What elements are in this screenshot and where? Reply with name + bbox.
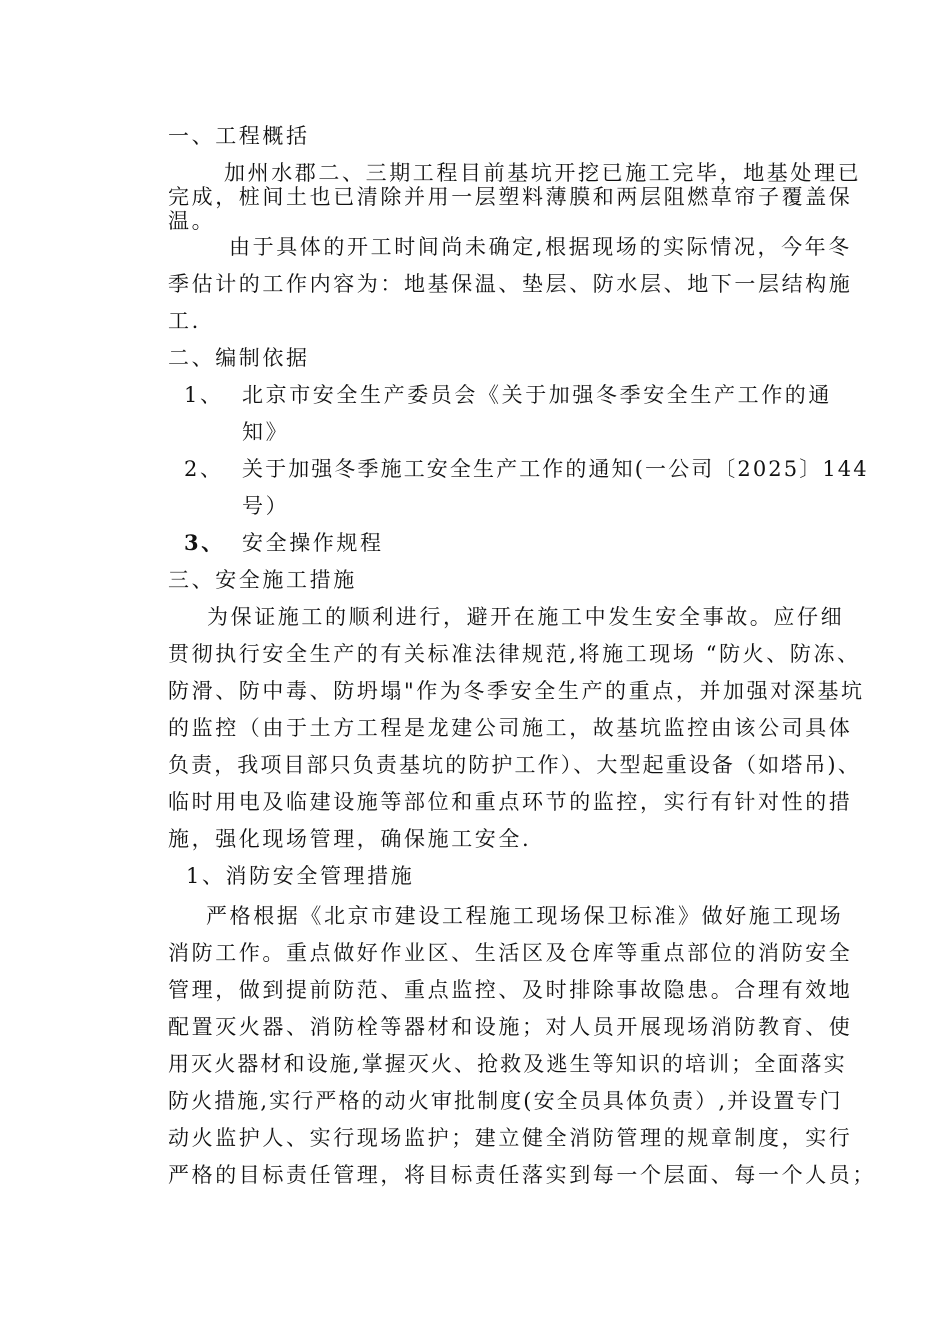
paragraph-line: 的监控（由于土方工程是龙建公司施工，故基坑监控由该公司具体 (168, 716, 853, 740)
subsection-heading: 1、消防安全管理措施 (186, 864, 415, 888)
paragraph-line: 严格的目标责任管理，将目标责任落实到每一个层面、每一个人员； (168, 1163, 876, 1187)
paragraph-line: 防滑、防中毒、防坍塌"作为冬季安全生产的重点，并加强对深基坑 (168, 679, 865, 703)
list-item-text: 关于加强冬季施工安全生产工作的通知(一公司〔2025〕144 (242, 457, 869, 481)
paragraph-line: 贯彻执行安全生产的有关标准法律规范,将施工现场 “防火、防冻、 (168, 642, 861, 666)
paragraph-line: 配置灭火器、消防栓等器材和设施；对人员开展现场消防教育、使 (168, 1015, 853, 1039)
list-item-text: 安全操作规程 (242, 531, 384, 555)
list-item-text: 北京市安全生产委员会《关于加强冬季安全生产工作的通 (242, 383, 832, 407)
paragraph-line: 完成，桩间土也已清除并用一层塑料薄膜和两层阻燃草帘子覆盖保 (168, 185, 853, 209)
paragraph-line: 由于具体的开工时间尚未确定,根据现场的实际情况，今年冬 (229, 235, 852, 259)
list-item-number: 1、 (184, 383, 224, 407)
paragraph-line: 临时用电及临建设施等部位和重点环节的监控，实行有针对性的措 (168, 790, 853, 814)
section-3-heading: 三、安全施工措施 (168, 568, 357, 592)
list-item-text: 知》 (242, 420, 290, 444)
list-item-text: 号） (242, 494, 290, 518)
paragraph-line: 工. (168, 309, 201, 333)
section-1-heading: 一、工程概括 (168, 124, 310, 148)
paragraph-line: 防火措施,实行严格的动火审批制度(安全员具体负责）,并设置专门 (168, 1089, 843, 1113)
paragraph-line: 严格根据《北京市建设工程施工现场保卫标准》做好施工现场 (206, 904, 844, 928)
paragraph-line: 消防工作。重点做好作业区、生活区及仓库等重点部位的消防安全 (168, 941, 853, 965)
list-item-number: 2、 (184, 457, 224, 481)
list-item-number: 3、 (184, 530, 225, 555)
paragraph-line: 施，强化现场管理，确保施工安全. (168, 827, 532, 851)
paragraph-line: 管理，做到提前防范、重点监控、及时排除事故隐患。合理有效地 (168, 978, 853, 1002)
paragraph-line: 温。 (168, 209, 216, 233)
paragraph-line: 负责，我项目部只负责基坑的防护工作）、大型起重设备（如塔吊)、 (168, 753, 861, 777)
section-2-heading: 二、编制依据 (168, 346, 310, 370)
paragraph-line: 加州水郡二、三期工程目前基坑开挖已施工完毕，地基处理已 (224, 161, 862, 185)
paragraph-line: 动火监护人、实行现场监护；建立健全消防管理的规章制度，实行 (168, 1126, 853, 1150)
paragraph-line: 为保证施工的顺利进行，避开在施工中发生安全事故。应仔细 (207, 605, 845, 629)
paragraph-line: 用灭火器材和设施,掌握灭火、抢救及逃生等知识的培训；全面落实 (168, 1052, 847, 1076)
paragraph-line: 季估计的工作内容为：地基保温、垫层、防水层、地下一层结构施 (168, 272, 853, 296)
